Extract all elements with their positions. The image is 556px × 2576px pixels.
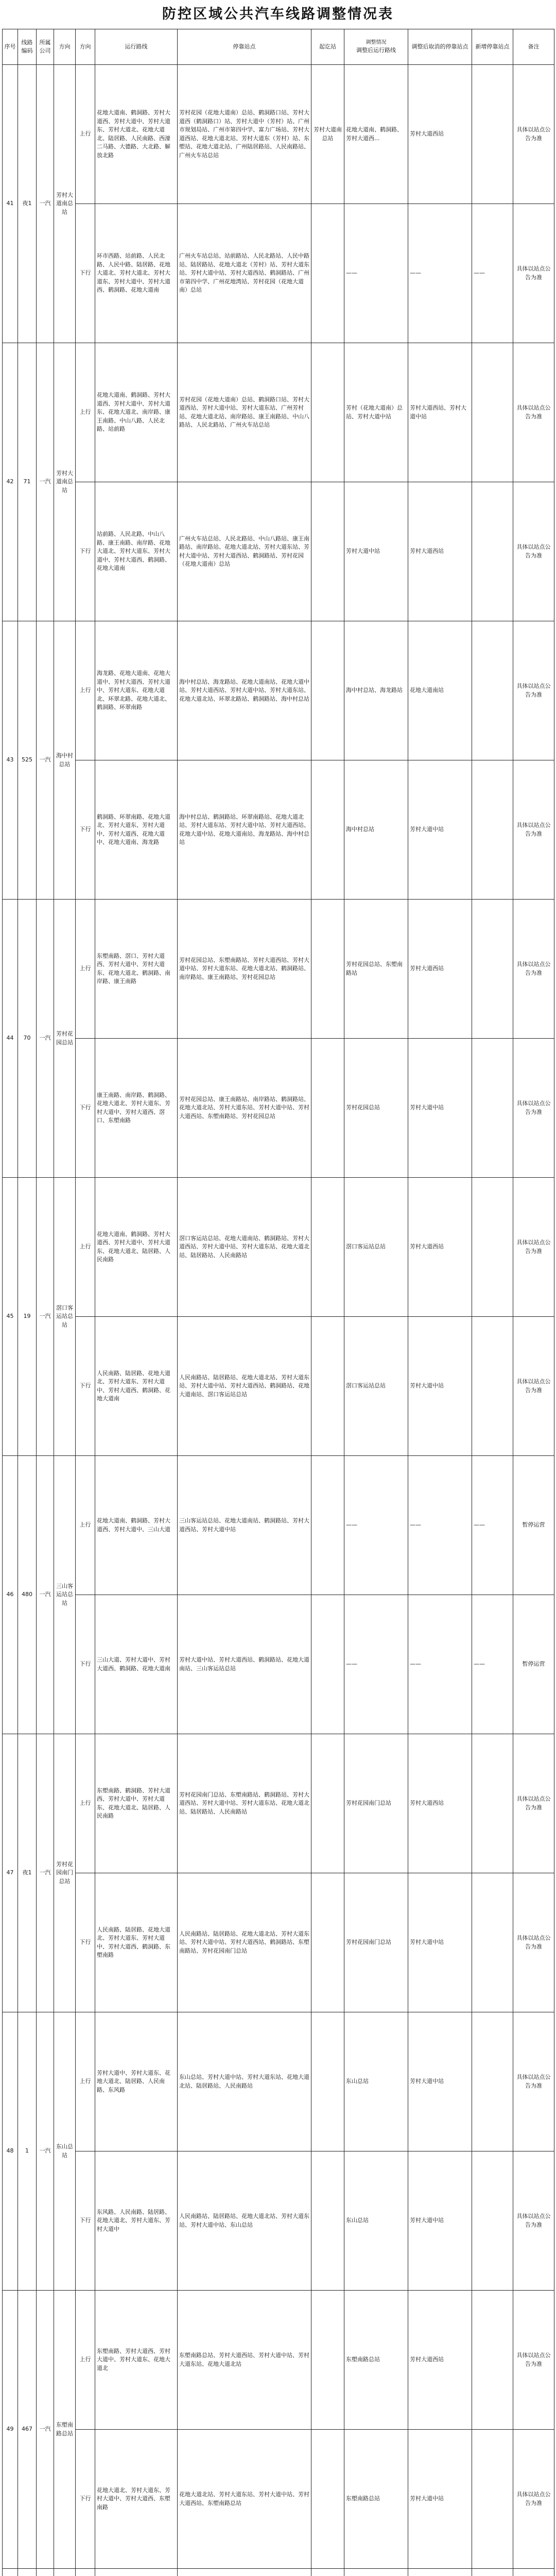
- cell-route: 三山大道、芳村大道中、芳村大道西、鹤洞路、花地大道南: [95, 1595, 178, 1734]
- table-row: [3, 343, 554, 482]
- cell-adj-stops: ——: [408, 204, 472, 343]
- cell-adj-stops: 芳村大道中站: [408, 2012, 472, 2151]
- cell-remark: 具体以站点公告为准: [513, 900, 554, 1039]
- cell-adj-new: [472, 1734, 513, 1873]
- table-row: [3, 900, 554, 1039]
- cell-start: [311, 1317, 344, 1456]
- cell-route: 人民南路、陆居路、花地大道北、芳村大道东、芳村大道中、芳村大道西、鹤洞路、花地大道南: [95, 1317, 178, 1456]
- cell-remark: 具体以站点公告为准: [513, 2151, 554, 2291]
- cell-adj-route: 芳村花园总站: [344, 1039, 408, 1178]
- cell-terminal: 滘口客运站总站: [54, 1178, 76, 1456]
- cell-company: 一汽: [37, 65, 54, 343]
- cell-route: 鹤洞路、环翠南路、花地大道北、芳村大道东、芳村大道中、芳村大道西、花地大道中、花地大道南、海龙路: [95, 760, 178, 900]
- cell-adj-stops: 芳村大道西站: [408, 2291, 472, 2430]
- cell-adj-route: [344, 2569, 408, 2576]
- cell-start: [311, 760, 344, 900]
- cell-start: [311, 2291, 344, 2430]
- cell-code: 480: [18, 1456, 37, 1734]
- cell-remark: [513, 2569, 554, 2576]
- cell-adj-route: 芳村大道中站: [344, 482, 408, 621]
- cell-stops: 广州火车站总站、站前路站、人民北路站、人民中路站、陆居路站、花地大道北（芳村）站、芳村大道东站、芳村大道中站、芳村大道西站、鹤洞路站、广州市第四中学、广州花地湾站、芳村花园（花地大道南）总站: [178, 204, 311, 343]
- cell-direction: 下行: [76, 204, 95, 343]
- cell-stops: 三山客运站总站、花地大道南站、鹤洞路站、芳村大道西站、芳村大道中站: [178, 1456, 311, 1595]
- cell-remark: 具体以站点公告为准: [513, 760, 554, 900]
- cell-company: 一汽: [37, 621, 54, 900]
- cell-direction: 下行: [76, 760, 95, 900]
- cell-adj-route: 芳村（花地大道南）总站、芳村大道中站: [344, 343, 408, 482]
- table-row: [3, 760, 554, 900]
- cell-adj-route: 东山总站: [344, 2151, 408, 2291]
- cell-stops: 芳村大道中站、芳村大道西站、鹤洞路站、花地大道南站、三山客运站总站: [178, 1595, 311, 1734]
- cell-terminal: 东山总站: [54, 2012, 76, 2291]
- cell-start: [311, 482, 344, 621]
- cell-adj-route: 花地大道南、鹤洞路、芳村大道西...: [344, 65, 408, 204]
- cell-route: 花地大道南、鹤洞路、芳村大道西、芳村大道中、芳村大道东、芳村大道北、花地大道北、陆居路、人民南路、西濠二马路、大德路、大北路、解放北路: [95, 65, 178, 204]
- cell-direction: 上行: [76, 1734, 95, 1873]
- cell-stops: [178, 2569, 311, 2576]
- cell-company: [37, 2569, 54, 2576]
- cell-company: 一汽: [37, 343, 54, 621]
- cell-adj-stops: 芳村大道西站: [408, 482, 472, 621]
- cell-no: 49: [3, 2291, 18, 2569]
- cell-code: 19: [18, 1178, 37, 1456]
- header-adj-route-label: 调整后运行路线: [356, 47, 396, 54]
- cell-start: [311, 1873, 344, 2012]
- cell-stops: 芳村花园总站、康王南路站、南岸路站、鹤洞路站、花地大道北站、芳村大道东站、芳村大道中站、芳村大道西站、东塱南路站、芳村花园总站: [178, 1039, 311, 1178]
- cell-remark: 具体以站点公告为准: [513, 2291, 554, 2430]
- cell-route: 花地大道北、芳村大道东、芳村大道中、芳村大道西、东塱南路: [95, 2430, 178, 2569]
- header-stops: 停靠站点: [178, 29, 311, 65]
- cell-adj-stops: 芳村大道中站: [408, 1873, 472, 2012]
- cell-direction: 上行: [76, 343, 95, 482]
- table-body: [3, 65, 554, 2576]
- table-row: [3, 204, 554, 343]
- cell-no: 48: [3, 2012, 18, 2291]
- cell-adj-new: [472, 1039, 513, 1178]
- cell-no: 44: [3, 900, 18, 1178]
- cell-adj-stops: 芳村大道西站: [408, 1734, 472, 1873]
- cell-adj-stops: 芳村大道西站: [408, 1178, 472, 1317]
- cell-remark: 具体以站点公告为准: [513, 1039, 554, 1178]
- cell-direction: 下行: [76, 482, 95, 621]
- cell-terminal: 芳村花园总站: [54, 900, 76, 1178]
- table-row: [3, 1734, 554, 1873]
- cell-stops: 海中村总站、鹤洞路站、环翠南路站、花地大道北站、芳村大道东站、芳村大道中站、芳村大道西站、花地大道中站、花地大道南站、海龙路站、海中村总站: [178, 760, 311, 900]
- cell-adj-stops: ——: [408, 1595, 472, 1734]
- page-title: 防控区域公共汽车线路调整情况表: [162, 6, 394, 22]
- cell-direction: 上行: [76, 621, 95, 760]
- cell-start: [311, 1595, 344, 1734]
- cell-direction: 上行: [76, 2012, 95, 2151]
- cell-adj-route: ——: [344, 204, 408, 343]
- cell-adj-new: [472, 2569, 513, 2576]
- cell-direction: [76, 2569, 95, 2576]
- cell-adj-new: [472, 482, 513, 621]
- table-row: [3, 2291, 554, 2430]
- cell-route: 环市西路、站前路、人民北路、人民中路、陆居路、花地大道北、芳村大道北、芳村大道东、芳村大道中、芳村大道西、鹤洞路、花地大道南: [95, 204, 178, 343]
- cell-company: 一汽: [37, 900, 54, 1178]
- header-adj-route: [344, 29, 408, 65]
- cell-adj-stops: ——: [408, 1456, 472, 1595]
- cell-start: 芳村大道南总站: [311, 65, 344, 204]
- cell-adj-new: [472, 1873, 513, 2012]
- cell-adj-route: 芳村花园南门总站: [344, 1873, 408, 2012]
- cell-direction: 上行: [76, 65, 95, 204]
- cell-remark: 暂停运营: [513, 1456, 554, 1595]
- cell-adj-new: [472, 621, 513, 760]
- cell-direction: 下行: [76, 1317, 95, 1456]
- cell-no: 41: [3, 65, 18, 343]
- cell-start: [311, 2151, 344, 2291]
- cell-adj-stops: [408, 2569, 472, 2576]
- cell-direction: 上行: [76, 900, 95, 1039]
- table-row: [3, 1873, 554, 2012]
- cell-code: 1: [18, 2012, 37, 2291]
- cell-remark: 具体以站点公告为准: [513, 621, 554, 760]
- cell-adj-new: [472, 1178, 513, 1317]
- cell-start: [311, 900, 344, 1039]
- cell-start: [311, 204, 344, 343]
- table-row: [3, 65, 554, 204]
- cell-stops: 芳村花园总站、东塱南路站、芳村大道西站、芳村大道中站、芳村大道东站、花地大道北站、鹤洞路站、南岸路站、康王南路站、芳村花园总站: [178, 900, 311, 1039]
- header-adjust-group: 调整情况: [366, 40, 387, 46]
- cell-remark: 具体以站点公告为准: [513, 1178, 554, 1317]
- cell-remark: 具体以站点公告为准: [513, 482, 554, 621]
- cell-adj-new: [472, 2291, 513, 2430]
- cell-direction: 下行: [76, 2430, 95, 2569]
- header-dir: 方向: [76, 29, 95, 65]
- cell-adj-new: [472, 900, 513, 1039]
- cell-adj-new: [472, 760, 513, 900]
- cell-route: 站前路、人民北路、中山八路、康王南路、南岸路、花地大道北、芳村大道东、芳村大道中、芳村大道西、鹤洞路、花地大道南: [95, 482, 178, 621]
- cell-stops: 芳村花园（花地大道南）总站、鹤洞路口站、芳村大道西站、芳村大道中站、芳村大道东站、广州芳村站、花地大道北站、南岸路站、康王南路站、中山八路站、人民北路站、广州火车站总站: [178, 343, 311, 482]
- cell-terminal: 芳村大道南总站: [54, 343, 76, 621]
- cell-code: [18, 2569, 37, 2576]
- cell-stops: 东塱南路总站、芳村大道西站、芳村大道中站、芳村大道东站、花地大道北站: [178, 2291, 311, 2430]
- cell-adj-route: ——: [344, 1595, 408, 1734]
- table-row: [3, 2569, 554, 2576]
- header-name: 所属公司: [37, 29, 54, 65]
- header-remark: 备注: [513, 29, 554, 65]
- header-no: 序号: [3, 29, 18, 65]
- cell-terminal: 三山客运站总站: [54, 1456, 76, 1734]
- table-row: [3, 1039, 554, 1178]
- cell-route: 海龙路、花地大道南、花地大道中、芳村大道西、芳村大道中、芳村大道东、花地大道北、环翠北路、花地大道北、鹤洞路、环翠南路: [95, 621, 178, 760]
- cell-adj-new: ——: [472, 1456, 513, 1595]
- cell-terminal: 芳村花园南门总站: [54, 1734, 76, 2012]
- cell-stops: 人民南路站、陆居路站、花地大道北站、芳村大道东站、芳村大道中站、东山总站: [178, 2151, 311, 2291]
- cell-adj-stops: 芳村大道西站: [408, 65, 472, 204]
- cell-stops: 人民南路站、陆居路站、花地大道北站、芳村大道东站、芳村大道中站、芳村大道西站、鹤洞路站、花地大道南站、滘口客运站总站: [178, 1317, 311, 1456]
- cell-remark: 具体以站点公告为准: [513, 1317, 554, 1456]
- header-code: 线路编码: [18, 29, 37, 65]
- header-adj-new: 新增停靠站点: [472, 29, 513, 65]
- table-row: [3, 2151, 554, 2291]
- header-route: 运行路线: [95, 29, 178, 65]
- cell-no: [3, 2569, 18, 2576]
- cell-adj-route: 东塱南路总站: [344, 2291, 408, 2430]
- cell-code: 467: [18, 2291, 37, 2569]
- cell-stops: 东山总站、芳村大道中站、芳村大道东站、花地大道北站、陆居路站、人民南路站: [178, 2012, 311, 2151]
- cell-start: [311, 2430, 344, 2569]
- cell-direction: 下行: [76, 1873, 95, 2012]
- cell-adj-route: ——: [344, 1456, 408, 1595]
- cell-start: [311, 2569, 344, 2576]
- cell-route: 康王南路、南岸路、鹤洞路、花地大道北、芳村大道东、芳村大道中、芳村大道西、滘口、东塱南路: [95, 1039, 178, 1178]
- cell-company: 一汽: [37, 2291, 54, 2569]
- cell-code: 夜1: [18, 1734, 37, 2012]
- cell-adj-stops: 芳村大道中站: [408, 2151, 472, 2291]
- table-header: [3, 29, 554, 65]
- cell-direction: 下行: [76, 1039, 95, 1178]
- cell-adj-new: ——: [472, 1595, 513, 1734]
- header-start: 起讫站: [311, 29, 344, 65]
- cell-adj-stops: 芳村大道中站: [408, 1317, 472, 1456]
- cell-no: 45: [3, 1178, 18, 1456]
- cell-adj-route: 海中村总站: [344, 760, 408, 900]
- cell-no: 42: [3, 343, 18, 621]
- cell-direction: 下行: [76, 2151, 95, 2291]
- cell-direction: 上行: [76, 1456, 95, 1595]
- table-row: [3, 482, 554, 621]
- cell-adj-new: [472, 2430, 513, 2569]
- cell-stops: 花地大道北站、芳村大道东站、芳村大道中站、芳村大道西站、东塱南路总站: [178, 2430, 311, 2569]
- cell-start: [311, 621, 344, 760]
- cell-start: [311, 1178, 344, 1317]
- table-row: [3, 1595, 554, 1734]
- cell-remark: 暂停运营: [513, 1595, 554, 1734]
- cell-remark: 具体以站点公告为准: [513, 204, 554, 343]
- cell-terminal: 东塱南路总站: [54, 2291, 76, 2569]
- cell-route: 东塱南路、滘口、芳村大道西、芳村大道中、芳村大道东、花地大道北、鹤洞路、南岸路、康王南路: [95, 900, 178, 1039]
- cell-start: [311, 1039, 344, 1178]
- cell-remark: 具体以站点公告为准: [513, 1734, 554, 1873]
- cell-route: 东塱南路、鹤洞路、芳村大道西、芳村大道中、芳村大道东、花地大道北、陆居路、人民南路: [95, 1734, 178, 1873]
- cell-terminal: 芳村大道南总站: [54, 65, 76, 343]
- table-row: [3, 2430, 554, 2569]
- cell-adj-stops: 芳村大道中站: [408, 1039, 472, 1178]
- cell-adj-stops: 芳村大道中站: [408, 760, 472, 900]
- cell-stops: 滘口客运站总站、花地大道南站、鹤洞路站、芳村大道西站、芳村大道中站、芳村大道东站、花地大道北站、陆居路站、人民南路站: [178, 1178, 311, 1317]
- cell-terminal: [54, 2569, 76, 2576]
- cell-route: 花地大道南、鹤洞路、芳村大道西、芳村大道中、芳村大道东、花地大道北、陆居路、人民南路: [95, 1178, 178, 1317]
- cell-remark: 具体以站点公告为准: [513, 343, 554, 482]
- cell-company: 一汽: [37, 1734, 54, 2012]
- cell-route: 芳村大道中、芳村大道东、花地大道北、陆居路、人民南路、东风路: [95, 2012, 178, 2151]
- table-row: [3, 1456, 554, 1595]
- cell-route: 东塱南路、芳村大道西、芳村大道中、芳村大道东、花地大道北: [95, 2291, 178, 2430]
- cell-code: 夜1: [18, 65, 37, 343]
- cell-remark: 具体以站点公告为准: [513, 2012, 554, 2151]
- cell-stops: 芳村花园（花地大道南）总站、鹤洞路口站、芳村大道西（鹤洞路口）站、芳村大道中（芳村）站、广州市规划局站、广州市第四中学、富力广场站、芳村大道西站、花地大道北站、芳村大道东（芳村）站、东塱站、花地大道北站、广州陆居路站、人民南路站、广州火车站总站: [178, 65, 311, 204]
- cell-adj-stops: 芳村大道中站: [408, 2430, 472, 2569]
- table-row: [3, 2012, 554, 2151]
- cell-route: 东风路、人民南路、陆居路、花地大道北、芳村大道东、芳村大道中: [95, 2151, 178, 2291]
- cell-route: 人民南路、陆居路、花地大道北、芳村大道东、芳村大道中、芳村大道西、鹤洞路、东塱南路: [95, 1873, 178, 2012]
- route-adjustment-table: [2, 29, 554, 2576]
- cell-start: [311, 1734, 344, 1873]
- cell-stops: 芳村花园南门总站、东塱南路站、鹤洞路站、芳村大道西站、芳村大道中站、芳村大道东站、花地大道北站、陆居路站、人民南路站: [178, 1734, 311, 1873]
- cell-direction: 上行: [76, 2291, 95, 2430]
- cell-route: 花地大道南、鹤洞路、芳村大道西、芳村大道中、三山大道: [95, 1456, 178, 1595]
- cell-start: [311, 2012, 344, 2151]
- cell-adj-route: 滘口客运站总站: [344, 1317, 408, 1456]
- cell-adj-route: 芳村花园南门总站: [344, 1734, 408, 1873]
- cell-no: 46: [3, 1456, 18, 1734]
- cell-adj-route: 芳村花园总站、东塱南路站: [344, 900, 408, 1039]
- cell-company: 一汽: [37, 1456, 54, 1734]
- cell-adj-route: 滘口客运站总站: [344, 1178, 408, 1317]
- table-row: [3, 621, 554, 760]
- header-adj-stops: 调整后取消的停靠站点: [408, 29, 472, 65]
- cell-adj-stops: 花地大道南站: [408, 621, 472, 760]
- cell-company: 一汽: [37, 2012, 54, 2291]
- cell-code: 525: [18, 621, 37, 900]
- cell-stops: 人民南路站、陆居路站、花地大道北站、芳村大道东站、芳村大道中站、芳村大道西站、鹤洞路站、东塱南路站、芳村花园南门总站: [178, 1873, 311, 2012]
- cell-start: [311, 1456, 344, 1595]
- cell-remark: 具体以站点公告为准: [513, 1873, 554, 2012]
- cell-adj-new: [472, 1317, 513, 1456]
- table-row: [3, 1178, 554, 1317]
- cell-code: 70: [18, 900, 37, 1178]
- cell-stops: 海中村总站、海龙路站、花地大道南站、花地大道中站、芳村大道西站、芳村大道中站、芳村大道东站、花地大道北站、环翠北路站、鹤洞路站、海中村总站: [178, 621, 311, 760]
- cell-adj-new: [472, 65, 513, 204]
- cell-direction: 下行: [76, 1595, 95, 1734]
- cell-adj-new: [472, 2012, 513, 2151]
- cell-adj-route: 东山总站: [344, 2012, 408, 2151]
- cell-remark: 具体以站点公告为准: [513, 2430, 554, 2569]
- cell-remark: 具体以站点公告为准: [513, 65, 554, 204]
- cell-terminal: 海中村总站: [54, 621, 76, 900]
- table-row: [3, 1317, 554, 1456]
- cell-no: 43: [3, 621, 18, 900]
- cell-start: [311, 343, 344, 482]
- cell-adj-route: 海中村总站、海龙路站: [344, 621, 408, 760]
- cell-route: 花地大道南、鹤洞路、芳村大道西、芳村大道中、芳村大道东、花地大道北、南岸路、康王南路、中山八路、人民北路、站前路: [95, 343, 178, 482]
- cell-no: 47: [3, 1734, 18, 2012]
- cell-route: [95, 2569, 178, 2576]
- cell-adj-new: [472, 2151, 513, 2291]
- header-company: 方向: [54, 29, 76, 65]
- cell-adj-stops: 芳村大道西站、芳村大道中站: [408, 343, 472, 482]
- cell-adj-route: 东塱南路总站: [344, 2430, 408, 2569]
- cell-adj-new: ——: [472, 204, 513, 343]
- cell-code: 71: [18, 343, 37, 621]
- cell-adj-stops: 芳村大道西站: [408, 900, 472, 1039]
- cell-company: 一汽: [37, 1178, 54, 1456]
- cell-adj-new: [472, 343, 513, 482]
- cell-direction: 上行: [76, 1178, 95, 1317]
- cell-stops: 广州火车站总站、人民北路站、中山八路站、康王南路站、南岸路站、花地大道北站、芳村大道东站、芳村大道中站、芳村大道西站、鹤洞路站、芳村花园（花地大道南）总站: [178, 482, 311, 621]
